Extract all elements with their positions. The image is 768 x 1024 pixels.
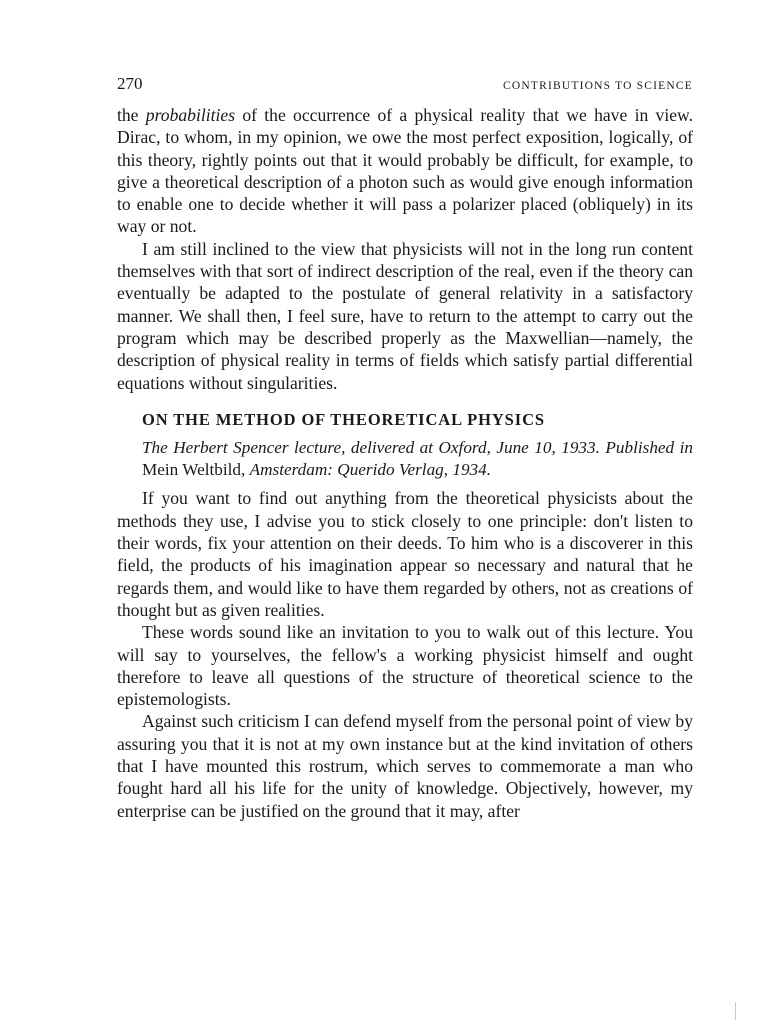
scan-edge-mark	[735, 1002, 736, 1020]
paragraph-lead: the	[117, 105, 146, 125]
paragraph-rest: of the occurrence of a physical reality that we have in view. Dirac, to whom, in my opinion, we owe the most perfect exposition, logically, of this theory, rightly points out that it would probably be difficult, for example, to give a theoretical description of a photon such as would give enough information to enable one to decide whether it will pass a polarizer placed (obliquely) in its way or not.	[117, 105, 693, 237]
running-header	[117, 74, 693, 100]
paragraph-method-principle: If you want to find out anything from the theoretical physicists about the methods they use, I advise you to stick closely to one principle: don't listen to their words, fix your attention on their deeds. To him who is a discoverer in this field, the products of his imagination appear so necessary and natural that he regards them, and would like to have them regarded by others, not as creations of thought but as given realities.	[117, 488, 693, 620]
source-note-publisher: Amsterdam: Querido Verlag, 1934.	[249, 460, 492, 480]
paragraph-continuation	[117, 104, 693, 238]
paragraph-indirect-description: I am still inclined to the view that physicists will not in the long run content themselves with that sort of indirect description of the real, even if the theory can eventually be adapted to the postulate of general relativity in a satisfactory manner. We shall then, I feel sure, have to return to the attempt to carry out the program which may be described properly as the Maxwellian—namely, the description of physical reality in terms of fields which satisfy partial differential equations without singularities.	[117, 238, 693, 393]
page-number: 270	[117, 74, 143, 93]
source-note	[142, 437, 693, 482]
source-note-book-title: Mein Weltbild,	[142, 460, 250, 480]
book-page	[117, 74, 693, 822]
section-title: ON THE METHOD OF THEORETICAL PHYSICS	[142, 409, 545, 429]
emphasis-probabilities: probabilities	[145, 105, 236, 125]
running-title: CONTRIBUTIONS TO SCIENCE	[502, 80, 693, 92]
paragraph-invitation: These words sound like an invitation to you to walk out of this lecture. You will say to yourselves, the fellow's a working physicist himself and ought therefore to leave all questions of the structure of theoretical science to the epistemologists.	[117, 622, 693, 710]
source-note-lecture: The Herbert Spencer lecture, delivered at Oxford, June 10, 1933. Published in	[142, 437, 693, 457]
paragraph-criticism-defense: Against such criticism I can defend myself from the personal point of view by assuring you that it is not at my own instance but at the kind invitation of others that I have mounted this rostrum, which serves to commemorate a man who fought hard all his life for the unity of knowledge. Objectively, however, my enterprise can be justified on the ground that it may, after	[117, 711, 693, 821]
